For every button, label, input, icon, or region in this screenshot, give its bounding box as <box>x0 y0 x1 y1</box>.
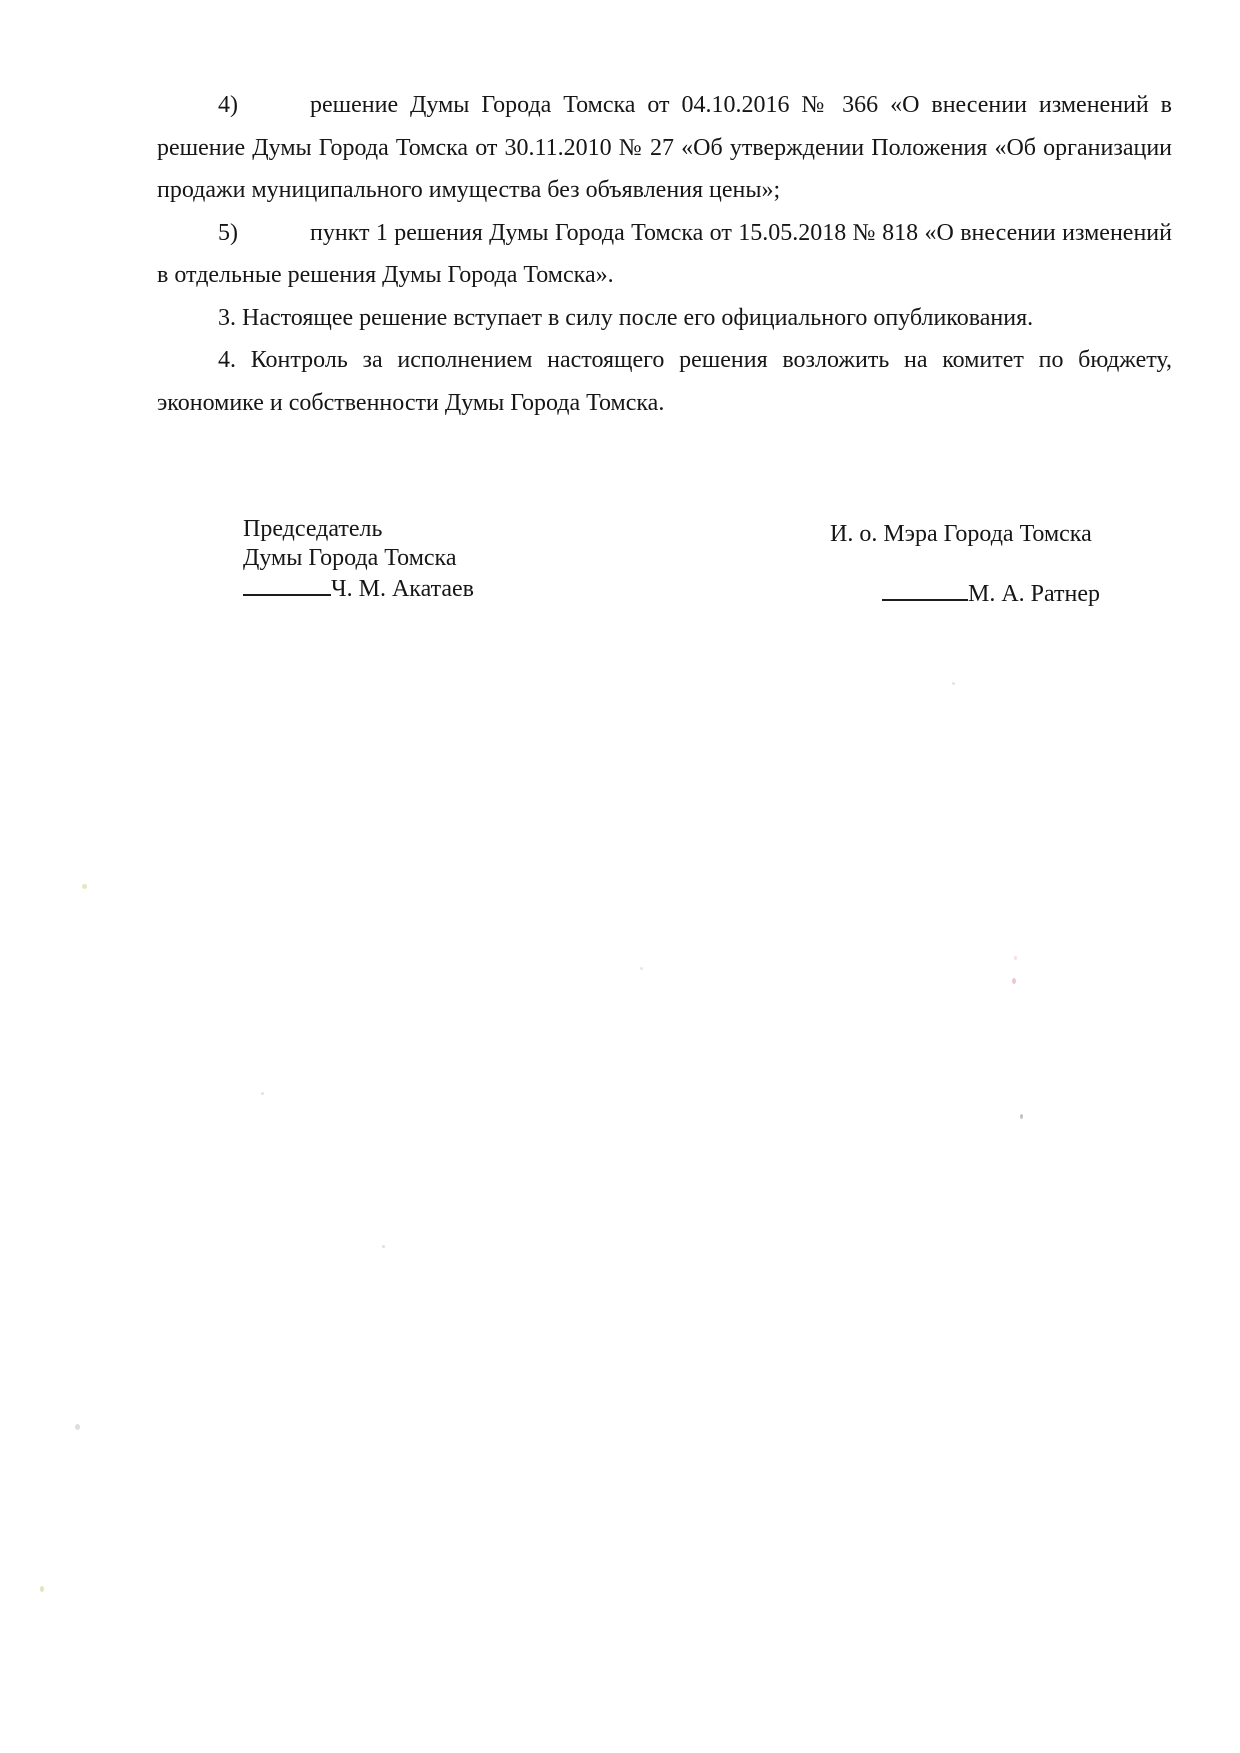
list-item-5-text: пункт 1 решения Думы Города Томска от 15.05.2018 № 818 «О внесении изменений в отдельные решения Думы Города Томска». <box>157 219 1172 288</box>
scan-speck <box>40 1586 44 1592</box>
scan-speck <box>640 967 643 970</box>
scan-speck <box>952 682 955 685</box>
mayor-name: М. А. Ратнер <box>968 581 1101 608</box>
scan-speck <box>82 884 87 889</box>
signature-spacer-row <box>830 549 1100 578</box>
clause-3 <box>157 297 1172 340</box>
list-item-4-number: 4) <box>218 92 238 118</box>
clause-4 <box>157 339 1172 424</box>
chairman-title-line1: Председатель <box>243 516 383 542</box>
scan-speck <box>1020 1114 1023 1119</box>
chairman-signature-row <box>243 573 474 604</box>
clause-3-text: 3. Настоящее решение вступает в силу после его официального опубликования. <box>218 304 1034 331</box>
document-body <box>157 84 1172 424</box>
chairman-name: Ч. М. Акатаев <box>331 576 475 603</box>
scan-speck <box>1012 978 1016 984</box>
scan-speck <box>75 1424 80 1430</box>
list-item-4 <box>157 84 1172 212</box>
chairman-signature-line <box>243 573 331 596</box>
list-item-5 <box>157 212 1172 297</box>
list-item-4-text: решение Думы Города Томска от 04.10.2016 № 366 «О внесении изменений в решение Думы Города Томска от 30.11.2010 № 27 «Об утверждении Положения «Об организации продажи муниципального имущества без объявления цены»; <box>157 92 1172 203</box>
list-item-5-number: 5) <box>218 219 238 246</box>
scan-speck <box>382 1245 385 1248</box>
scan-speck <box>1014 956 1017 960</box>
signature-block-chairman <box>243 515 474 604</box>
mayor-title: И. о. Мэра Города Томска <box>830 521 1092 547</box>
signature-block-mayor <box>830 520 1100 609</box>
mayor-signature-line <box>882 578 968 601</box>
clause-4-text: 4. Контроль за исполнением настоящего решения возложить на комитет по бюджету, экономике и собственности Думы Города Томска. <box>157 347 1172 416</box>
scan-speck <box>261 1092 264 1095</box>
chairman-title-line2: Думы Города Томска <box>243 545 457 571</box>
mayor-signature-row <box>830 578 1100 609</box>
tab-spacer <box>238 239 310 240</box>
tab-spacer <box>238 111 310 112</box>
